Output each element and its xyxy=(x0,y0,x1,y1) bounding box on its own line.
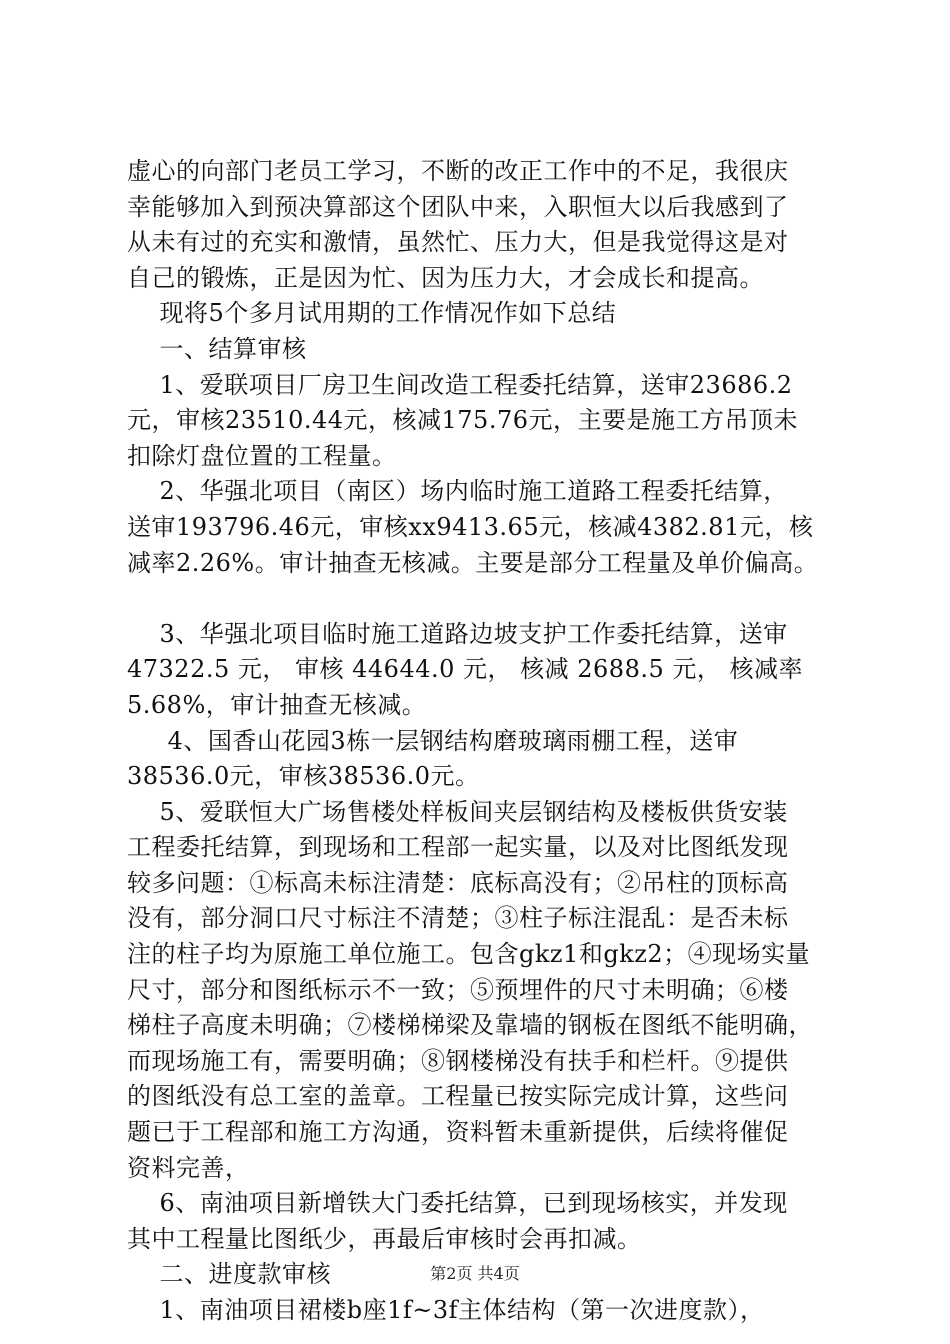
text-line: 资料完善， xyxy=(127,1153,250,1182)
document-body xyxy=(127,154,837,1329)
text-line: 尺寸，部分和图纸标示不一致；⑤预埋件的尺寸未明确；⑥楼 xyxy=(127,975,789,1004)
text-line: 减率2.26%。审计抽查无核减。主要是部分工程量及单价偏高。 xyxy=(127,548,819,577)
text-line: 的图纸没有总工室的盖章。工程量已按实际完成计算，这些问 xyxy=(127,1082,789,1111)
text-line: 较多问题：①标高未标注清楚：底标高没有；②吊柱的顶标高 xyxy=(127,868,789,897)
text-line: 没有，部分洞口尺寸标注不清楚；③柱子标注混乱：是否未标 xyxy=(127,904,789,933)
text-line: 1、南油项目裙楼b座1f~3f主体结构（第一次进度款）， xyxy=(127,1296,765,1324)
text-line: 工程委托结算，到现场和工程部一起实量，以及对比图纸发现 xyxy=(127,833,789,862)
section-heading: 一、结算审核 xyxy=(127,334,307,363)
text-line: 元，审核23510.44元，核减175.76元，主要是施工方吊顶未 xyxy=(127,406,798,435)
text-line: 现将5个多月试用期的工作情况作如下总结 xyxy=(127,299,617,328)
section-heading: 二、进度款审核 xyxy=(127,1260,332,1289)
text-line: 注的柱子均为原施工单位施工。包含gkz1和gkz2；④现场实量 xyxy=(127,940,811,969)
text-line: 4、国香山花园3栋一层钢结构磨玻璃雨棚工程，送审 xyxy=(127,726,739,755)
text-line: 2、华强北项目（南区）场内临时施工道路工程委托结算， xyxy=(127,477,788,506)
page-number: 第2页 共4页 xyxy=(430,1264,520,1283)
text-line: 扣除灯盘位置的工程量。 xyxy=(127,441,397,470)
text-line: 自己的锻炼，正是因为忙、因为压力大，才会成长和提高。 xyxy=(127,263,764,292)
text-line: 虚心的向部门老员工学习，不断的改正工作中的不足，我很庆 xyxy=(127,157,789,185)
text-line: 其中工程量比图纸少，再最后审核时会再扣减。 xyxy=(127,1224,642,1253)
blank-line xyxy=(127,581,837,617)
text-line: 38536.0元，审核38536.0元。 xyxy=(127,762,480,791)
text-line: 47322.5 元， 审核 44644.0 元， 核减 2688.5 元， 核减率 xyxy=(127,655,803,684)
text-line: 而现场施工有，需要明确；⑧钢楼梯没有扶手和栏杆。⑨提供 xyxy=(127,1046,789,1075)
text-line: 梯柱子高度未明确；⑦楼梯梯梁及靠墙的钢板在图纸不能明确， xyxy=(127,1011,813,1040)
text-line: 送审193796.46元，审核xx9413.65元，核减4382.81元，核 xyxy=(127,512,814,541)
text-line: 题已于工程部和施工方沟通，资料暂未重新提供，后续将催促 xyxy=(127,1118,789,1147)
text-line: 5、爱联恒大广场售楼处样板间夹层钢结构及楼板供货安装 xyxy=(127,797,788,826)
text-line: 6、南油项目新增铁大门委托结算，已到现场核实，并发现 xyxy=(127,1189,788,1218)
text-line: 5.68%，审计抽查无核减。 xyxy=(127,690,427,719)
text-line: 从未有过的充实和激情，虽然忙、压力大，但是我觉得这是对 xyxy=(127,228,789,257)
text-line: 1、爱联项目厂房卫生间改造工程委托结算，送审23686.2 xyxy=(127,370,793,399)
page-footer xyxy=(0,1264,950,1284)
text-line: 3、华强北项目临时施工道路边坡支护工作委托结算，送审 xyxy=(127,619,788,648)
text-line: 幸能够加入到预决算部这个团队中来，入职恒大以后我感到了 xyxy=(127,192,789,221)
